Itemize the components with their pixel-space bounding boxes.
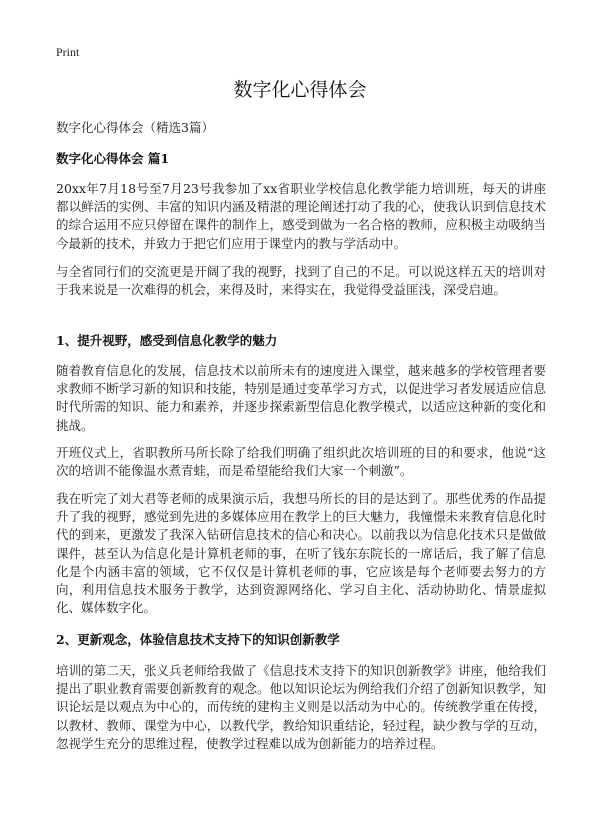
page-title: 数字化心得体会 [233,79,367,101]
section-heading-1: 1、提升视野，感受到信息化教学的魅力 [56,333,278,348]
section-heading-2: 2、更新观念，体验信息技术支持下的知识创新教学 [56,632,340,647]
article-heading: 数字化心得体会 篇1 [56,151,170,166]
paragraph: 20xx年7月18号至7月23号我参加了xx省职业学校信息化教学能力培训班，每天的讲座都以鲜活的实例、丰富的知识内涵及精湛的理论阐述打动了我的心，使我认识到信息技术的综合运用不应只停留在课件的制作上，感受到做为一名合格的教师，应积极主动吸纳当今最新的技术，并致力于把它们应用于课堂内的教与学活动中。 [56,181,546,251]
paragraph: 随着教育信息化的发展，信息技术以前所未有的速度进入课堂，越来越多的学校管理者要求教师不断学习新的知识和技能，特别是通过变革学习方式，以促进学习者发展适应信息时代所需的知识、能力和素养，并逐步探索新型信息化教学模式，以适应这种新的变化和挑战。 [56,363,546,433]
paragraph: 开班仪式上，省职教所马所长除了给我们明确了组织此次培训班的目的和要求，他说“这次的培训不能像温水煮青蛙，而是希望能给我们大家一个刺激”。 [56,445,546,479]
paragraph: 我在听完了刘大君等老师的成果演示后，我想马所长的目的是达到了。那些优秀的作品提升了我的视野，感觉到先进的多媒体应用在教学上的巨大魅力，我憧憬未来教育信息化时代的到来，更激发了我深入钻研信息技术的信心和决心。以前我以为信息化技术只是做做课件，甚至认为信息化是计算机老师的事，在听了钱东东院长的一席话后，我了解了信息化是个内涵丰富的领域，它不仅仅是计算机老师的事，它应该是每个老师要去努力的方向，利用信息技术服务于教学，达到资源网络化、学习自主化、活动协助化、情景虚拟化、媒体数字化。 [56,491,546,616]
paragraph: 与全省同行们的交流更是开阔了我的视野，找到了自己的不足。可以说这样五天的培训对于我来说是一次难得的机会，来得及时，来得实在，我觉得受益匪浅，深受启迪。 [56,264,546,298]
paragraph: 培训的第二天，张义兵老师给我做了《信息技术支持下的知识创新教学》讲座，他给我们提出了职业教育需要创新教育的观念。他以知识论坛为例给我们介绍了创新知识教学，知识论坛是以观点为中心的，而传统的建构主义则是以活动为中心的。传统教学重在传授，以教材、教师、课堂为中心，以教代学，教给知识重结论，轻过程，缺少教与学的互动，忽视学生充分的思维过程，使教学过程难以成为创新能力的培养过程。 [56,663,546,751]
document-subtitle: 数字化心得体会（精选3篇） [56,120,214,135]
print-link[interactable]: Print [56,45,80,59]
